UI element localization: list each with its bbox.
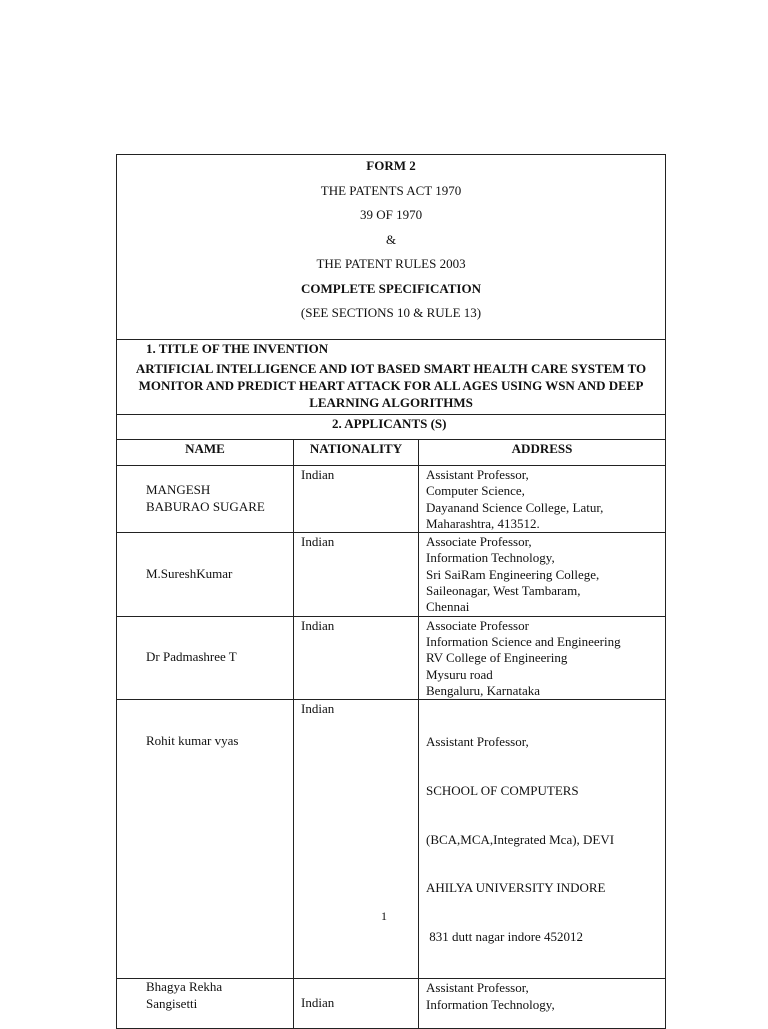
applicant-name: Dr Padmashree T [117,616,294,699]
invention-title-section [117,340,666,415]
applicant-address: Assistant Professor, Information Technology, [419,979,666,1029]
ampersand: & [385,231,397,247]
applicant-nationality: Indian [294,700,419,979]
applicants-column-headers [117,440,666,466]
table-row [117,533,666,616]
column-header-name: NAME [117,440,294,466]
form-number: FORM 2 [366,158,416,173]
patent-form-table [116,154,666,1029]
applicant-name: Rohit kumar vyas [117,700,294,979]
spec-title: COMPLETE SPECIFICATION [301,280,481,296]
applicants-heading: 2. APPLICANTS (S) [117,415,666,440]
sections-ref: (SEE SECTIONS 10 & RULE 13) [300,305,482,320]
applicant-name: Bhagya Rekha Sangisetti [117,979,294,1029]
applicant-address: Associate Professor Information Science and Engineering RV College of Engineering Mysuru road Bengaluru, Karnataka [419,616,666,699]
applicant-nationality: Indian [294,466,419,533]
applicant-address: Assistant Professor, SCHOOL OF COMPUTERS (BCA,MCA,Integrated Mca), DEVI AHILYA UNIVERSITY INDORE 831 dutt nagar indore 452012 [419,700,666,979]
act-title: THE PATENTS ACT 1970 [320,182,462,198]
page-number: 1 [381,909,387,923]
table-row [117,979,666,1029]
applicant-name: M.SureshKumar [117,533,294,616]
applicant-nationality: Indian [294,616,419,699]
act-number: 39 OF 1970 [359,207,423,222]
table-row [117,466,666,533]
column-header-address: ADDRESS [419,440,666,466]
invention-title: ARTIFICIAL INTELLIGENCE AND IOT BASED SMART HEALTH CARE SYSTEM TO MONITOR AND PREDICT HEART ATTACK FOR ALL AGES USING WSN AND DEEP LEARNING ALGORITHMS [135,361,647,410]
form-header [117,155,666,340]
applicant-address: Assistant Professor, Computer Science, Dayanand Science College, Latur, Maharashtra, 413512. [419,466,666,533]
applicant-nationality: Indian [294,533,419,616]
rules-title: THE PATENT RULES 2003 [316,256,466,271]
title-heading: 1. TITLE OF THE INVENTION [146,341,329,356]
applicant-address: Associate Professor, Information Technology, Sri SaiRam Engineering College, Saileonagar, West Tambaram, Chennai [419,533,666,616]
table-row [117,616,666,699]
column-header-nationality: NATIONALITY [294,440,419,466]
table-row [117,700,666,979]
applicant-name: MANGESH BABURAO SUGARE [117,466,294,533]
applicant-nationality: Indian [294,979,419,1029]
